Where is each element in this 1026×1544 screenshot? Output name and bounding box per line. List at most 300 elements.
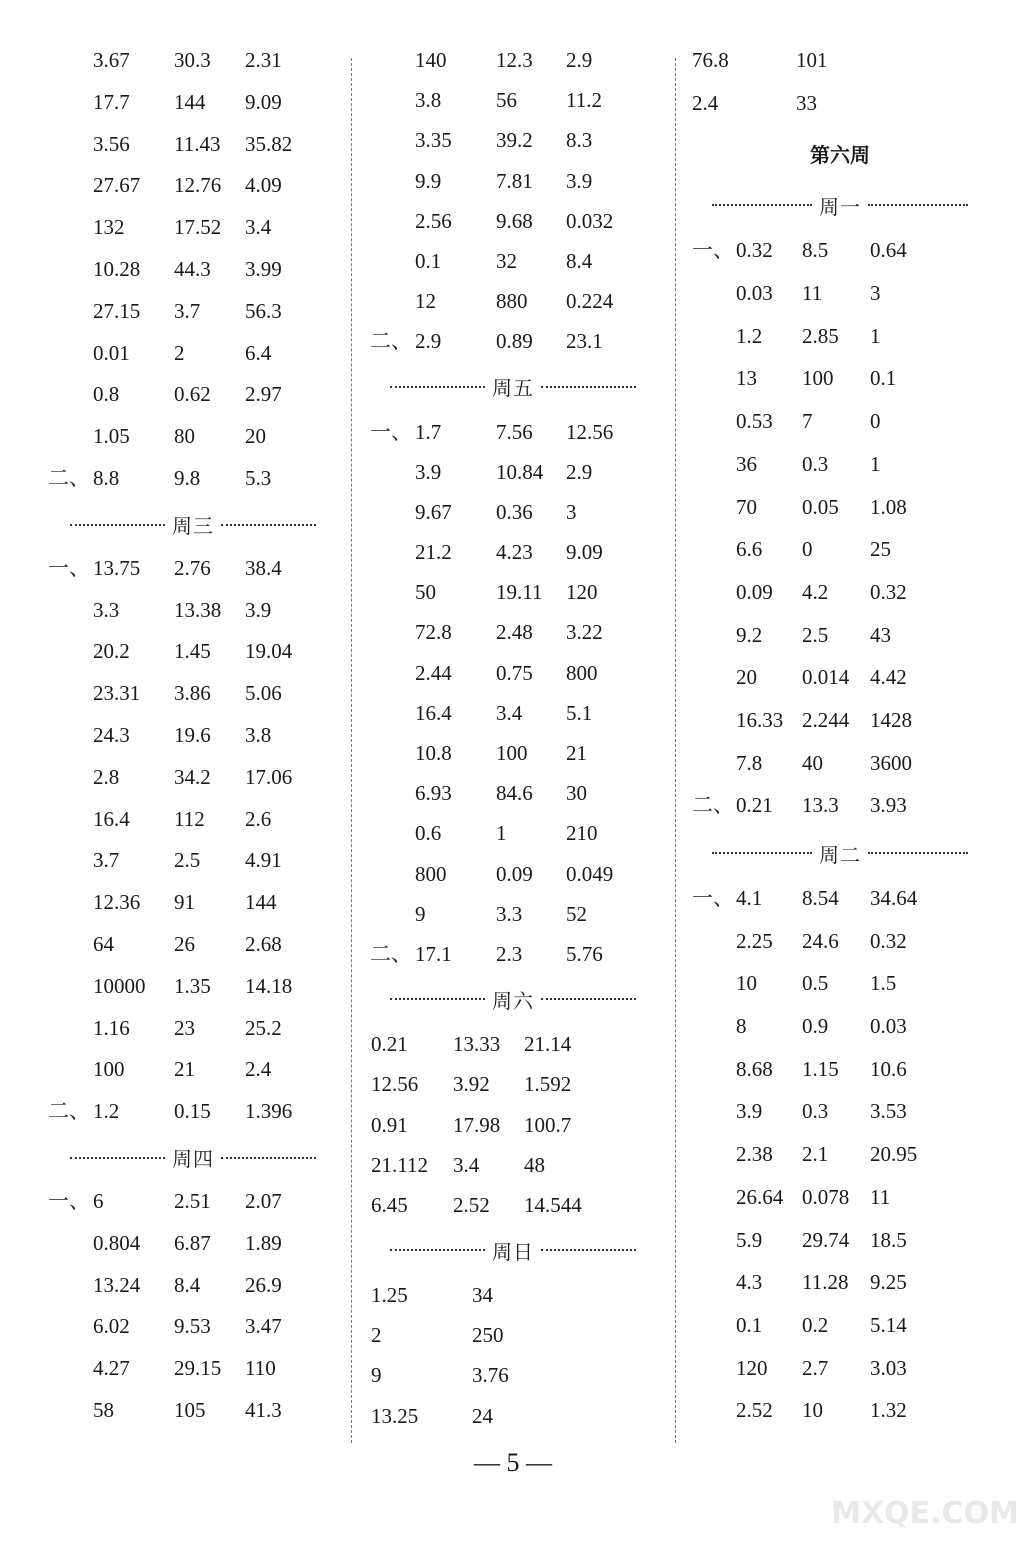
answer-value: 56.3 — [245, 298, 282, 323]
answer-value: 0.5 — [802, 971, 829, 996]
answer-value: 9.53 — [174, 1314, 211, 1339]
answer-row — [690, 579, 990, 625]
watermark-logo — [820, 1468, 1026, 1538]
answer-value: 13.25 — [371, 1403, 419, 1428]
answer-value: 2.9 — [415, 329, 442, 354]
answer-value: 2.52 — [453, 1192, 490, 1217]
answer-value: 7 — [802, 409, 813, 434]
answer-value: 30.3 — [174, 48, 211, 72]
question-marker: 一、 — [692, 886, 734, 910]
answer-value: 3.93 — [870, 793, 907, 818]
answer-value: 1.08 — [870, 494, 907, 519]
answer-value: 2.4 — [692, 90, 719, 115]
answer-value: 1 — [496, 821, 507, 846]
answer-value: 8.3 — [566, 128, 593, 153]
answer-row — [690, 1312, 990, 1358]
answer-value: 0.6 — [415, 821, 442, 846]
answer-value: 0.804 — [93, 1230, 141, 1255]
answer-row — [48, 175, 338, 217]
answer-row — [690, 323, 990, 369]
answer-value: 0.21 — [736, 793, 773, 818]
answer-value: 8.8 — [93, 465, 120, 490]
answer-value: 0.224 — [566, 289, 614, 314]
answer-value: 0.62 — [174, 382, 211, 407]
answer-value: 140 — [415, 48, 447, 72]
answer-row — [48, 931, 338, 976]
answer-row — [368, 823, 658, 863]
answer-row — [368, 1112, 658, 1155]
answer-row — [690, 1101, 990, 1144]
answer-value: 120 — [566, 580, 598, 605]
answer-row — [368, 861, 658, 904]
question-marker: 二、 — [692, 793, 734, 818]
answer-value: 40 — [802, 750, 823, 775]
answer-value: 38.4 — [245, 555, 282, 580]
answer-row — [368, 1192, 658, 1235]
answer-value: 10000 — [93, 973, 146, 998]
answer-value: 12.36 — [93, 890, 141, 915]
answer-value: 0.21 — [371, 1032, 408, 1057]
answer-value: 4.91 — [245, 848, 282, 873]
answer-value: 0.64 — [870, 238, 907, 263]
answer-row — [368, 168, 658, 211]
answer-value: 29.15 — [174, 1356, 222, 1381]
day-section-header — [368, 984, 658, 1034]
answer-value: 0.1 — [870, 366, 897, 391]
answer-value: 19.11 — [496, 580, 543, 605]
answer-value: 3.47 — [245, 1314, 282, 1339]
answer-value: 34 — [472, 1283, 493, 1308]
answer-value: 0 — [870, 409, 881, 434]
answer-row — [48, 1101, 338, 1143]
answer-row — [690, 90, 990, 136]
answer-value: 1.16 — [93, 1015, 130, 1040]
answer-row — [48, 465, 338, 510]
answer-value: 2.44 — [415, 660, 452, 685]
answer-column-1 — [48, 50, 338, 1442]
answer-value: 43 — [870, 622, 891, 647]
answer-value: 19.04 — [245, 639, 293, 664]
answer-value: 13 — [736, 366, 757, 391]
answer-value: 2.52 — [736, 1398, 773, 1423]
answer-value: 2.6 — [245, 806, 272, 831]
answer-value: 20 — [736, 665, 757, 690]
answer-value: 0.15 — [174, 1099, 211, 1124]
answer-value: 2.9 — [566, 459, 593, 484]
answer-value: 64 — [93, 931, 114, 956]
answer-value: 13.33 — [453, 1032, 501, 1057]
answer-value: 24 — [472, 1403, 493, 1428]
answer-row — [48, 555, 338, 600]
answer-value: 12.3 — [496, 48, 533, 72]
answer-row — [690, 1272, 990, 1315]
answer-value: 32 — [496, 248, 517, 273]
answer-value: 3.03 — [870, 1355, 907, 1380]
answer-value: 3.99 — [245, 256, 282, 281]
answer-value: 1.592 — [524, 1072, 572, 1097]
dotted-leader — [390, 386, 485, 388]
answer-row — [690, 50, 990, 93]
day-label: 周二 — [816, 839, 864, 868]
answer-value: 9.8 — [174, 465, 201, 490]
answer-row — [690, 707, 990, 753]
answer-value: 0.2 — [802, 1312, 829, 1337]
answer-row — [690, 973, 990, 1016]
answer-row — [48, 683, 338, 725]
answer-value: 2.68 — [245, 931, 282, 956]
answer-value: 26 — [174, 931, 195, 956]
answer-value: 8.68 — [736, 1056, 773, 1081]
answer-value: 8.54 — [802, 886, 839, 910]
page-number: — 5 — — [474, 1448, 552, 1477]
answer-value: 8.4 — [174, 1272, 201, 1297]
answer-value: 84.6 — [496, 781, 533, 806]
answer-row — [368, 291, 658, 331]
answer-value: 36 — [736, 451, 757, 476]
answer-value: 2.7 — [802, 1355, 829, 1380]
answer-value: 16.4 — [93, 806, 130, 831]
dotted-leader — [221, 1157, 316, 1159]
answer-value: 6.93 — [415, 781, 452, 806]
answer-row — [48, 722, 338, 767]
dotted-leader — [70, 524, 165, 526]
answer-value: 3.3 — [496, 901, 523, 926]
answer-value: 3.92 — [453, 1072, 490, 1097]
answer-value: 1.25 — [371, 1283, 408, 1308]
answer-value: 26.64 — [736, 1184, 784, 1209]
answer-row — [368, 941, 658, 984]
day-section-header — [48, 1143, 338, 1191]
answer-value: 4.42 — [870, 665, 907, 690]
answer-value: 3 — [870, 281, 881, 306]
answer-row — [368, 1285, 658, 1325]
answer-row — [690, 928, 990, 974]
answer-value: 11.43 — [174, 131, 221, 156]
answer-row — [48, 1358, 338, 1400]
answer-row — [48, 806, 338, 851]
answer-value: 11 — [870, 1184, 891, 1209]
answer-value: 34.64 — [870, 886, 918, 910]
answer-value: 0.09 — [736, 579, 773, 604]
answer-value: 70 — [736, 494, 757, 519]
answer-value: 5.3 — [245, 465, 272, 490]
answer-value: 12.56 — [566, 419, 614, 444]
question-marker: 一、 — [370, 419, 412, 444]
answer-value: 8.5 — [802, 238, 829, 263]
answer-row — [690, 240, 990, 283]
answer-value: 5.76 — [566, 941, 603, 966]
answer-value: 34.2 — [174, 764, 211, 789]
answer-row — [368, 1034, 658, 1074]
answer-value: 4.2 — [802, 579, 829, 604]
answer-row — [690, 1227, 990, 1273]
answer-value: 100 — [93, 1057, 125, 1082]
answer-value: 3.67 — [93, 48, 130, 72]
answer-value: 3.56 — [93, 131, 130, 156]
answer-value: 880 — [496, 289, 528, 314]
answer-value: 0.05 — [802, 494, 839, 519]
answer-value: 105 — [174, 1397, 206, 1422]
answer-value: 10.84 — [496, 459, 544, 484]
answer-row — [48, 1397, 338, 1442]
answer-value: 0.032 — [566, 208, 614, 233]
answer-value: 23 — [174, 1015, 195, 1040]
answer-row — [368, 660, 658, 703]
answer-value: 120 — [736, 1355, 768, 1380]
answer-value: 0.9 — [802, 1014, 829, 1039]
answer-value: 3.4 — [453, 1152, 480, 1177]
answer-row — [368, 1152, 658, 1195]
answer-value: 1.5 — [870, 971, 897, 996]
answer-value: 0.89 — [496, 329, 533, 354]
day-section-header — [368, 372, 658, 422]
answer-value: 2.5 — [802, 622, 829, 647]
answer-value: 3.7 — [93, 848, 120, 873]
answer-row — [368, 542, 658, 582]
question-marker: 一、 — [48, 555, 90, 580]
answer-value: 4.09 — [245, 173, 282, 198]
answer-value: 3.4 — [245, 215, 272, 240]
answer-value: 0.91 — [371, 1112, 408, 1137]
answer-column-3 — [690, 50, 990, 1443]
answer-value: 210 — [566, 821, 598, 846]
answer-value: 1.2 — [93, 1099, 120, 1124]
answer-value: 0.32 — [870, 579, 907, 604]
answer-value: 3.3 — [93, 597, 120, 622]
answer-column-2 — [368, 50, 658, 1446]
answer-value: 29.74 — [802, 1227, 850, 1252]
answer-value: 4.27 — [93, 1356, 130, 1381]
day-label: 周四 — [169, 1143, 217, 1172]
answer-row — [690, 451, 990, 497]
answer-value: 0.32 — [870, 928, 907, 953]
answer-value: 17.06 — [245, 764, 293, 789]
svg-text:MXQE.COM: MXQE.COM — [831, 1496, 1019, 1531]
answer-value: 1 — [870, 451, 881, 476]
answer-row — [690, 622, 990, 668]
answer-value: 3.9 — [566, 168, 593, 193]
answer-value: 3.9 — [245, 597, 272, 622]
answer-value: 17.7 — [93, 89, 130, 114]
answer-row — [368, 743, 658, 783]
dotted-leader — [390, 1249, 485, 1251]
answer-value: 0.3 — [802, 1099, 829, 1124]
answer-value: 2.56 — [415, 208, 452, 233]
answer-value: 27.67 — [93, 173, 141, 198]
answer-row — [48, 384, 338, 426]
answer-value: 100 — [496, 741, 528, 765]
answer-value: 21 — [174, 1057, 195, 1082]
answer-value: 7.56 — [496, 419, 533, 444]
question-marker: 二、 — [370, 941, 412, 966]
answer-value: 19.6 — [174, 722, 211, 747]
answer-value: 56 — [496, 88, 517, 113]
answer-value: 3.9 — [415, 459, 442, 484]
answer-row — [690, 667, 990, 710]
answer-value: 101 — [796, 48, 828, 72]
answer-value: 2.8 — [93, 764, 120, 789]
answer-value: 10 — [802, 1398, 823, 1423]
column-divider-2 — [675, 58, 676, 1443]
answer-value: 8 — [736, 1014, 747, 1039]
answer-value: 9.68 — [496, 208, 533, 233]
answer-value: 12 — [415, 289, 436, 314]
answer-row — [368, 331, 658, 371]
answer-row — [690, 750, 990, 796]
answer-value: 24.6 — [802, 928, 839, 953]
answer-value: 25 — [870, 537, 891, 562]
answer-value: 0.8 — [93, 382, 120, 407]
answer-row — [690, 1184, 990, 1230]
answer-value: 1.7 — [415, 419, 442, 444]
answer-row — [368, 459, 658, 502]
answer-row — [368, 700, 658, 743]
answer-row — [690, 795, 990, 838]
answer-row — [368, 1074, 658, 1114]
answer-value: 0.75 — [496, 660, 533, 685]
answer-row — [368, 90, 658, 130]
answer-row — [48, 50, 338, 92]
answer-value: 1.2 — [736, 323, 763, 348]
answer-value: 13.24 — [93, 1272, 141, 1297]
answer-value: 30 — [566, 781, 587, 806]
answer-row — [690, 1400, 990, 1443]
dotted-leader — [541, 1249, 636, 1251]
answer-value: 21 — [566, 741, 587, 765]
answer-row — [48, 1015, 338, 1060]
answer-value: 5.9 — [736, 1227, 763, 1252]
answer-value: 80 — [174, 424, 195, 449]
answer-row — [690, 368, 990, 411]
answer-value: 21.14 — [524, 1032, 572, 1057]
answer-value: 33 — [796, 90, 817, 115]
day-label: 周一 — [816, 191, 864, 220]
answer-value: 0.53 — [736, 409, 773, 434]
answer-row — [48, 1230, 338, 1275]
day-label: 周三 — [169, 510, 217, 539]
column-divider-1 — [351, 58, 352, 1443]
answer-value: 0.014 — [802, 665, 850, 690]
answer-value: 1.89 — [245, 1230, 282, 1255]
answer-row — [48, 256, 338, 301]
answer-value: 7.81 — [496, 168, 533, 193]
answer-value: 13.3 — [802, 793, 839, 818]
answer-value: 26.9 — [245, 1272, 282, 1297]
answer-value: 41.3 — [245, 1397, 282, 1422]
answer-value: 52 — [566, 901, 587, 926]
answer-row — [48, 764, 338, 809]
answer-value: 2.51 — [174, 1188, 211, 1213]
answer-value: 12.56 — [371, 1072, 419, 1097]
answer-value: 2.3 — [496, 941, 523, 966]
answer-value: 16.4 — [415, 700, 452, 725]
answer-value: 3.9 — [736, 1099, 763, 1124]
answer-value: 0.09 — [496, 861, 533, 886]
day-label: 周六 — [489, 985, 537, 1014]
answer-value: 0.1 — [415, 248, 442, 273]
day-label: 周日 — [489, 1236, 537, 1265]
answer-value: 112 — [174, 806, 205, 831]
answer-value: 48 — [524, 1152, 545, 1177]
answer-value: 4.1 — [736, 886, 763, 910]
answer-value: 2 — [371, 1323, 382, 1348]
answer-value: 6 — [93, 1188, 104, 1213]
answer-value: 0.03 — [870, 1014, 907, 1039]
answer-value: 3.76 — [472, 1363, 509, 1388]
question-marker: 一、 — [692, 238, 734, 263]
answer-row — [368, 248, 658, 291]
answer-value: 21.112 — [371, 1152, 428, 1177]
answer-value: 1.396 — [245, 1099, 293, 1124]
answer-value: 0.36 — [496, 499, 533, 524]
answer-value: 9.67 — [415, 499, 452, 524]
answer-value: 10 — [736, 971, 757, 996]
answer-value: 24.3 — [93, 722, 130, 747]
answer-value: 11.2 — [566, 88, 602, 113]
answer-value: 14.18 — [245, 973, 293, 998]
answer-value: 1.35 — [174, 973, 211, 998]
answer-row — [368, 622, 658, 662]
answer-row — [48, 597, 338, 642]
question-marker: 二、 — [48, 1099, 90, 1124]
answer-value: 23.31 — [93, 681, 141, 706]
answer-row — [368, 1365, 658, 1405]
answer-value: 9.25 — [870, 1270, 907, 1295]
answer-value: 5.06 — [245, 681, 282, 706]
answer-value: 13.75 — [93, 555, 141, 580]
answer-value: 144 — [174, 89, 206, 114]
answer-row — [690, 1355, 990, 1401]
answer-value: 1 — [870, 323, 881, 348]
answer-value: 3.35 — [415, 128, 452, 153]
answer-value: 2.5 — [174, 848, 201, 873]
answer-value: 2.9 — [566, 48, 593, 72]
dotted-leader — [221, 524, 316, 526]
answer-value: 58 — [93, 1397, 114, 1422]
answer-value: 9 — [371, 1363, 382, 1388]
answer-value: 132 — [93, 215, 125, 240]
answer-value: 27.15 — [93, 298, 141, 323]
answer-value: 2.1 — [802, 1142, 829, 1167]
answer-value: 2.31 — [245, 48, 282, 72]
answer-row — [368, 901, 658, 944]
answer-value: 2.244 — [802, 707, 850, 732]
day-section-header — [368, 1235, 658, 1285]
answer-value: 0 — [802, 537, 813, 562]
dotted-leader — [541, 998, 636, 1000]
answer-row — [368, 582, 658, 622]
day-label: 周五 — [489, 372, 537, 401]
answer-value: 20.2 — [93, 639, 130, 664]
answer-value: 2.85 — [802, 323, 839, 348]
answer-row — [690, 411, 990, 454]
dotted-leader — [868, 852, 968, 854]
answer-value: 2.07 — [245, 1188, 282, 1213]
day-section-header — [48, 510, 338, 558]
answer-value: 3.8 — [415, 88, 442, 113]
answer-row — [368, 1325, 658, 1365]
answer-row — [368, 130, 658, 170]
dotted-leader — [70, 1157, 165, 1159]
answer-value: 39.2 — [496, 128, 533, 153]
answer-row — [48, 1188, 338, 1233]
answer-row — [690, 1056, 990, 1102]
answer-value: 3.22 — [566, 620, 603, 645]
answer-value: 1.15 — [802, 1056, 839, 1081]
answer-value: 1.45 — [174, 639, 211, 664]
answer-value: 7.8 — [736, 750, 763, 775]
answer-row — [48, 641, 338, 683]
